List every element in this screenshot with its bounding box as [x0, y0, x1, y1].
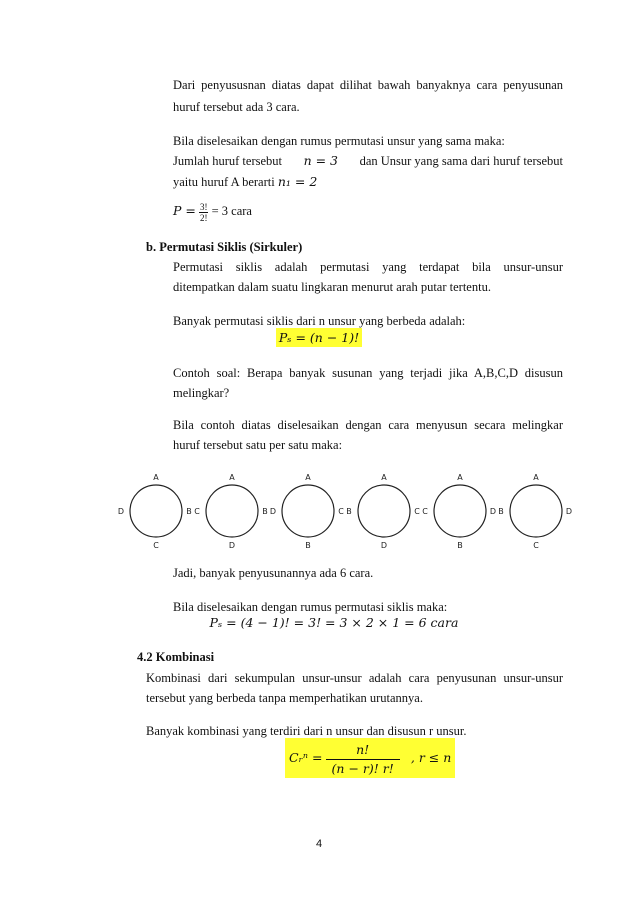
- solve1-n-value: n = 3: [303, 153, 339, 168]
- section-42-formula: [285, 738, 455, 778]
- section-b-example-line-1: Contoh soal: Berapa banyak susunan yang terjadi jika A,B,C,D disusun: [173, 366, 563, 380]
- intro-line-2: huruf tersebut ada 3 cara.: [173, 100, 300, 114]
- section-42-fraction-denominator: (n − r)! r!: [331, 760, 394, 776]
- solve1-line-2-b: dan Unsur yang sama dari huruf tersebut: [359, 154, 563, 168]
- arrangement-3: [270, 473, 344, 550]
- solve1-fraction-numerator: 3!: [199, 201, 208, 212]
- arrangement-label-bottom: C: [533, 541, 539, 550]
- section-42-formula-lhs: Cᵣⁿ =: [289, 750, 323, 765]
- solve1-formula-rhs: = 3 cara: [211, 204, 252, 218]
- arrangement-4: [346, 473, 420, 550]
- section-b-formula: Pₛ = (n − 1)!: [276, 328, 362, 347]
- solve1-line-2: [173, 150, 563, 172]
- arrangement-label-top: A: [457, 473, 463, 482]
- result-line-1: Jadi, banyak penyusunannya ada 6 cara.: [173, 566, 374, 580]
- arrangement-label-top: A: [305, 473, 311, 482]
- arrangement-2: [194, 473, 268, 550]
- arrangement-label-bottom: B: [457, 541, 463, 550]
- section-42-formula-condition: , r ≤ n: [410, 750, 452, 765]
- intro-line-1: Dari penyususnan diatas dapat dilihat bawah banyaknya cara penyusunan: [173, 78, 563, 92]
- arrangement-label-bottom: C: [153, 541, 159, 550]
- arrangement-label-right: D: [489, 507, 497, 516]
- section-b-method-line-2: huruf tersebut satu per satu maka:: [173, 438, 343, 452]
- arrangement-label-top: A: [381, 473, 387, 482]
- section-42-count-line: Banyak kombinasi yang terdiri dari n unsur dan disusun r unsur.: [146, 724, 467, 738]
- arrangement-label-top: A: [229, 473, 235, 482]
- arrangement-circle: [358, 485, 410, 537]
- arrangement-label-left: C: [422, 507, 428, 516]
- section-b-example-line-2: melingkar?: [173, 386, 230, 400]
- solve1-line-2-a: Jumlah huruf tersebut: [173, 154, 283, 168]
- solve1-n1-value: n₁ = 2: [277, 174, 318, 189]
- arrangement-circle: [282, 485, 334, 537]
- arrangement-label-top: A: [153, 473, 159, 482]
- section-b-def-line-1: Permutasi siklis adalah permutasi yang terdapat bila unsur-unsur: [173, 260, 563, 274]
- result-formula: Pₛ = (4 − 1)! = 3! = 3 × 2 × 1 = 6 cara: [209, 615, 459, 630]
- section-b-formula-wrap: [0, 327, 638, 349]
- arrangement-circle: [434, 485, 486, 537]
- arrangement-label-left: C: [194, 507, 200, 516]
- page-number: 4: [315, 838, 323, 850]
- solve1-line-3: [173, 171, 317, 193]
- arrangement-label-right: B: [262, 507, 268, 516]
- solve1-line-1: Bila diselesaikan dengan rumus permutasi unsur yang sama maka:: [173, 134, 505, 148]
- arrangement-6: [498, 473, 572, 550]
- solve1-formula-lhs: P =: [173, 203, 196, 218]
- arrangement-label-right: B: [186, 507, 192, 516]
- arrangement-label-left: D: [269, 507, 277, 516]
- solve1-fraction-denominator: 2!: [199, 212, 208, 223]
- result-line-2: Bila diselesaikan dengan rumus permutasi siklis maka:: [173, 600, 448, 614]
- arrangement-label-right: D: [565, 507, 573, 516]
- arrangement-label-right: C: [414, 507, 420, 516]
- arrangement-circle: [510, 485, 562, 537]
- arrangement-label-bottom: B: [305, 541, 311, 550]
- section-42-fraction: [326, 741, 400, 778]
- arrangement-label-bottom: D: [228, 541, 236, 550]
- arrangement-label-left: B: [498, 507, 504, 516]
- arrangement-label-left: D: [117, 507, 125, 516]
- solve1-line-3-a: yaitu huruf A berarti: [173, 175, 275, 189]
- section-b-heading: b. Permutasi Siklis (Sirkuler): [146, 240, 303, 254]
- section-b-def-line-2: ditempatkan dalam suatu lingkaran menurut arah putar tertentu.: [173, 280, 491, 294]
- arrangement-label-bottom: D: [380, 541, 388, 550]
- arrangement-circle: [206, 485, 258, 537]
- arrangement-5: [422, 473, 496, 550]
- arrangement-1: [118, 473, 192, 550]
- arrangement-circle: [130, 485, 182, 537]
- section-42-def-line-1: Kombinasi dari sekumpulan unsur-unsur adalah cara penyusunan unsur-unsur: [146, 671, 563, 685]
- section-42-heading: 4.2 Kombinasi: [137, 650, 215, 664]
- section-42-fraction-numerator: n!: [326, 741, 400, 760]
- arrangement-label-left: B: [346, 507, 352, 516]
- section-b-count-line: Banyak permutasi siklis dari n unsur yang berbeda adalah:: [173, 314, 466, 328]
- section-42-def-line-2: tersebut yang berbeda tanpa memperhatikan urutannya.: [146, 691, 423, 705]
- section-b-method-line-1: Bila contoh diatas diselesaikan dengan cara menyusun secara melingkar: [173, 418, 563, 432]
- solve1-formula: [173, 198, 252, 224]
- circular-arrangements-diagram: [110, 466, 590, 556]
- arrangement-label-right: C: [338, 507, 344, 516]
- result-formula-wrap: [0, 612, 638, 634]
- solve1-fraction: [199, 202, 209, 223]
- arrangement-label-top: A: [533, 473, 539, 482]
